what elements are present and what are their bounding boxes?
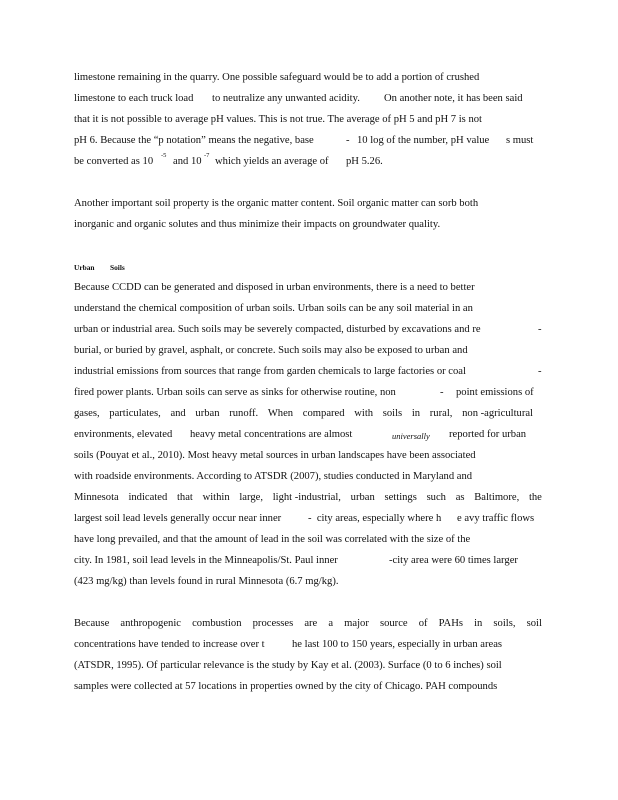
word: major bbox=[344, 618, 369, 629]
text-line: concentrations have tended to increase over t bbox=[74, 639, 265, 650]
word: PAHs bbox=[438, 618, 463, 629]
text-line: - bbox=[346, 135, 350, 146]
text-line: inorganic and organic solutes and thus minimize their impacts on groundwater quality. bbox=[74, 219, 441, 230]
word: large, bbox=[239, 492, 263, 503]
text-line: limestone remaining in the quarry. One possible safeguard would be to add a portion of crushed bbox=[74, 72, 480, 83]
superscript: -5 bbox=[161, 152, 167, 159]
section-heading-word: Soils bbox=[110, 263, 125, 272]
word: within bbox=[202, 492, 230, 503]
text-line: - city areas, especially where h bbox=[308, 513, 442, 524]
word: the bbox=[528, 492, 542, 503]
word: When bbox=[267, 408, 294, 419]
word: settings bbox=[384, 492, 417, 503]
text-line: On another note, it has been said bbox=[384, 93, 523, 104]
word: are bbox=[304, 618, 318, 629]
text-line: which yields an average of bbox=[215, 156, 329, 167]
text-line: and 10 bbox=[173, 156, 202, 167]
text-line: - bbox=[440, 387, 444, 398]
text-line: heavy metal concentrations are almost bbox=[190, 429, 353, 440]
justified-text-line bbox=[74, 618, 542, 630]
text-line: e avy traffic flows bbox=[457, 513, 535, 524]
text-line: s must bbox=[506, 135, 534, 146]
word: runoff. bbox=[229, 408, 259, 419]
word: indicated bbox=[128, 492, 168, 503]
word: non -agricultural bbox=[462, 408, 533, 419]
word: combustion bbox=[192, 618, 242, 629]
word: of bbox=[418, 618, 428, 629]
word: compared bbox=[302, 408, 345, 419]
superscript: -7 bbox=[204, 152, 210, 159]
word: soils, bbox=[493, 618, 516, 629]
text-line: that it is not possible to average pH values. This is not true. The average of pH 5 and pH 7 is not bbox=[74, 114, 482, 125]
word: particulates, bbox=[109, 408, 161, 419]
text-line: (423 mg/kg) than levels found in rural Minnesota (6.7 mg/kg). bbox=[74, 576, 339, 587]
text-line: samples were collected at 57 locations in properties owned by the city of Chicago. PAH compounds bbox=[74, 681, 498, 692]
text-line: fired power plants. Urban soils can serve as sinks for otherwise routine, non bbox=[74, 387, 396, 398]
word: source bbox=[379, 618, 408, 629]
text-line: with roadside environments. According to ATSDR (2007), studies conducted in Maryland and bbox=[74, 471, 473, 482]
word: processes bbox=[252, 618, 294, 629]
word: urban bbox=[195, 408, 220, 419]
text-line: - bbox=[538, 366, 542, 377]
text-line: have long prevailed, and that the amount of lead in the soil was correlated with the size of the bbox=[74, 534, 471, 545]
text-line: pH 5.26. bbox=[346, 156, 383, 167]
word: as bbox=[455, 492, 465, 503]
word: with bbox=[354, 408, 374, 419]
text-line: environments, elevated bbox=[74, 429, 173, 440]
text-line: - bbox=[538, 324, 542, 335]
text-line: limestone to each truck load bbox=[74, 93, 194, 104]
text-line: Because CCDD can be generated and disposed in urban environments, there is a need to better bbox=[74, 282, 475, 293]
word: Minnesota bbox=[74, 492, 119, 503]
word: that bbox=[176, 492, 193, 503]
section-heading-word: Urban bbox=[74, 263, 95, 272]
text-line: 10 log of the number, pH value bbox=[357, 135, 490, 146]
italic-word: universally bbox=[392, 431, 430, 441]
text-line: he last 100 to 150 years, especially in urban areas bbox=[292, 639, 503, 650]
word: in bbox=[474, 618, 483, 629]
text-line: understand the chemical composition of urban soils. Urban soils can be any soil material in an bbox=[74, 303, 473, 314]
word: light -industrial, bbox=[272, 492, 341, 503]
word: a bbox=[328, 618, 334, 629]
word: and bbox=[170, 408, 186, 419]
text-line: pH 6. Because the “p notation” means the negative, base bbox=[74, 135, 314, 146]
text-line: largest soil lead levels generally occur near inner bbox=[74, 513, 282, 524]
word: rural, bbox=[429, 408, 453, 419]
text-line: industrial emissions from sources that range from garden chemicals to large factories or coal bbox=[74, 366, 466, 377]
word: gases, bbox=[74, 408, 100, 419]
text-line: city. In 1981, soil lead levels in the Minneapolis/St. Paul inner bbox=[74, 555, 338, 566]
text-line: point emissions of bbox=[456, 387, 534, 398]
word: anthropogenic bbox=[120, 618, 181, 629]
text-line: reported for urban bbox=[449, 429, 527, 440]
text-line: to neutralize any unwanted acidity. bbox=[212, 93, 360, 104]
text-line: Another important soil property is the organic matter content. Soil organic matter can sorb both bbox=[74, 198, 479, 209]
word: soils bbox=[382, 408, 403, 419]
text-line: burial, or buried by gravel, asphalt, or concrete. Such soils may also be exposed to urban and bbox=[74, 345, 468, 356]
text-line: be converted as 10 bbox=[74, 156, 154, 167]
word: in bbox=[411, 408, 421, 419]
text-line: soils (Pouyat et al., 2010). Most heavy metal sources in urban landscapes have been associated bbox=[74, 450, 476, 461]
text-line: (ATSDR, 1995). Of particular relevance is the study by Kay et al. (2003). Surface (0 to 6 inches) soil bbox=[74, 660, 502, 671]
word: soil bbox=[526, 618, 542, 629]
justified-text-line bbox=[74, 492, 542, 504]
text-line: urban or industrial area. Such soils may be severely compacted, disturbed by excavations and re bbox=[74, 324, 481, 335]
word: such bbox=[426, 492, 446, 503]
justified-text-line bbox=[74, 408, 533, 420]
word: Because bbox=[74, 618, 110, 629]
word: Baltimore, bbox=[474, 492, 520, 503]
text-line: -city area were 60 times larger bbox=[389, 555, 518, 566]
word: urban bbox=[350, 492, 375, 503]
